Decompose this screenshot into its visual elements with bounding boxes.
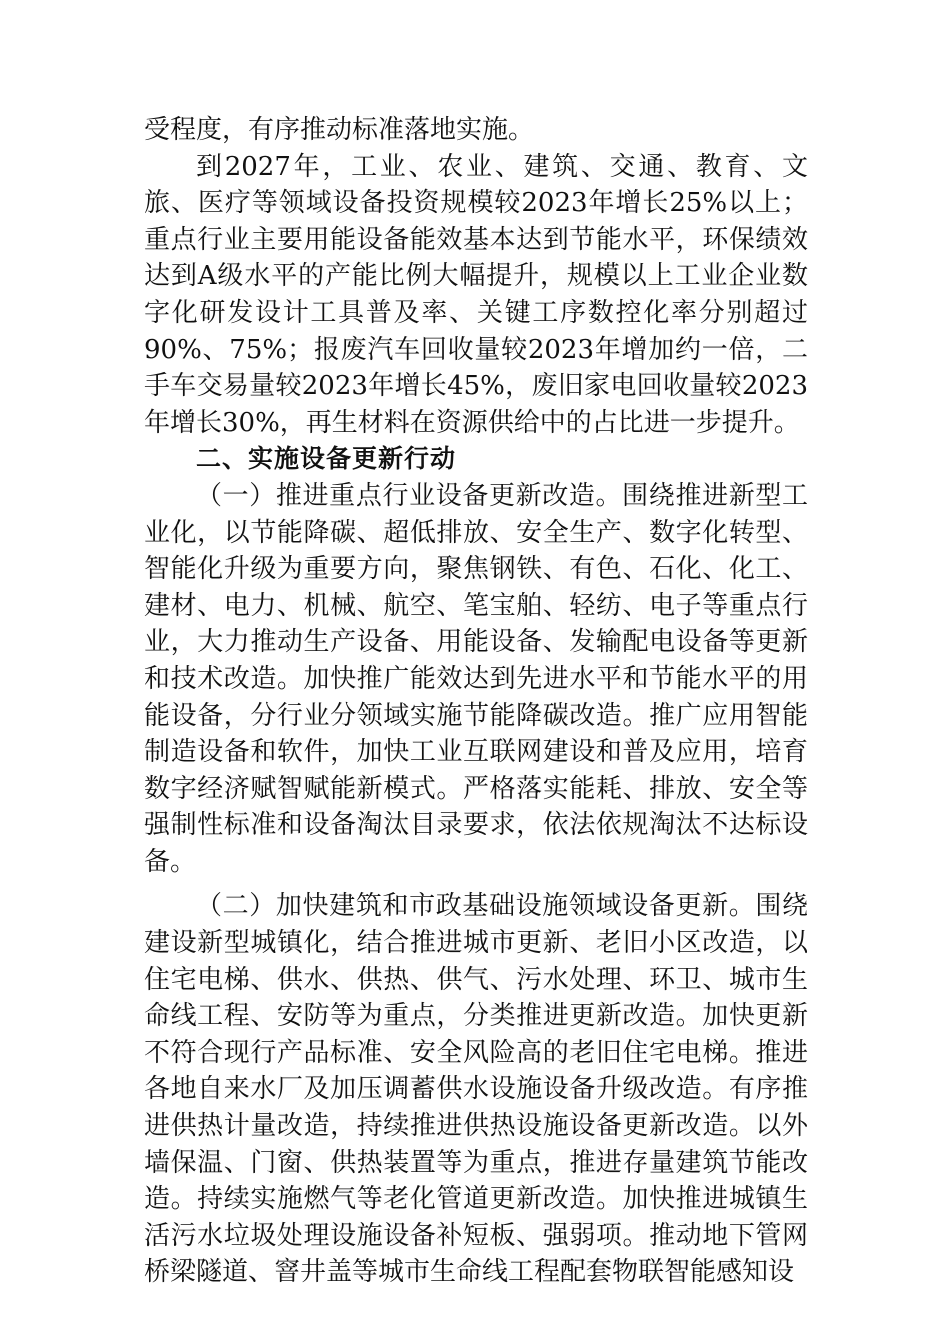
paragraph-continued: 受程度，有序推动标准落地实施。 [144, 115, 535, 145]
paragraph-targets: 到2027年，工业、农业、建筑、交通、教育、文旅、医疗等领域设备投资规模较2023年增长25%以上；重点行业主要用能设备能效基本达到节能水平，环保绩效达到A级水平的产能比例大幅提升，规模以上工业企业数字化研发设计工具普及率、关键工序数控化率分别超过90%、75%；报废汽车回收量较2023年增加约一倍，二手车交易量较2023年增长45%，废旧家电回收量较2023年增长30%，再生材料在资源供给中的占比进一步提升。 [144, 151, 808, 438]
section-heading: 二、实施设备更新行动 [196, 444, 457, 474]
paragraph-construction-equipment: （二）加快建筑和市政基础设施领域设备更新。围绕建设新型城镇化，结合推进城市更新、老旧小区改造，以住宅电梯、供水、供热、供气、污水处理、环卫、城市生命线工程、安防等为重点，分类推进更新改造。加快更新不符合现行产品标准、安全风险高的老旧住宅电梯。推进各地自来水厂及加压调蓄供水设施设备升级改造。有序推进供热计量改造，持续推进供热设施设备更新改造。以外墙保温、门窗、供热装置等为重点，推进存量建筑节能改造。持续实施燃气等老化管道更新改造。加快推进城镇生活污水垃圾处理设施设备补短板、强弱项。推动地下管网桥梁隧道、窨井盖等城市生命线工程配套物联智能感知设 [144, 891, 808, 1288]
paragraph-industry-equipment: （一）推进重点行业设备更新改造。围绕推进新型工业化，以节能降碳、超低排放、安全生产、数字化转型、智能化升级为重要方向，聚焦钢铁、有色、石化、化工、建材、电力、机械、航空、笔宝舶、轻纺、电子等重点行业，大力推动生产设备、用能设备、发输配电设备等更新和技术改造。加快推广能效达到先进水平和节能水平的用能设备，分行业分领域实施节能降碳改造。推广应用智能制造设备和软件，加快工业互联网建设和普及应用，培育数字经济赋智赋能新模式。严格落实能耗、排放、安全等强制性标准和设备淘汰目录要求，依法依规淘汰不达标设备。 [144, 480, 808, 877]
document-body [144, 112, 808, 1291]
